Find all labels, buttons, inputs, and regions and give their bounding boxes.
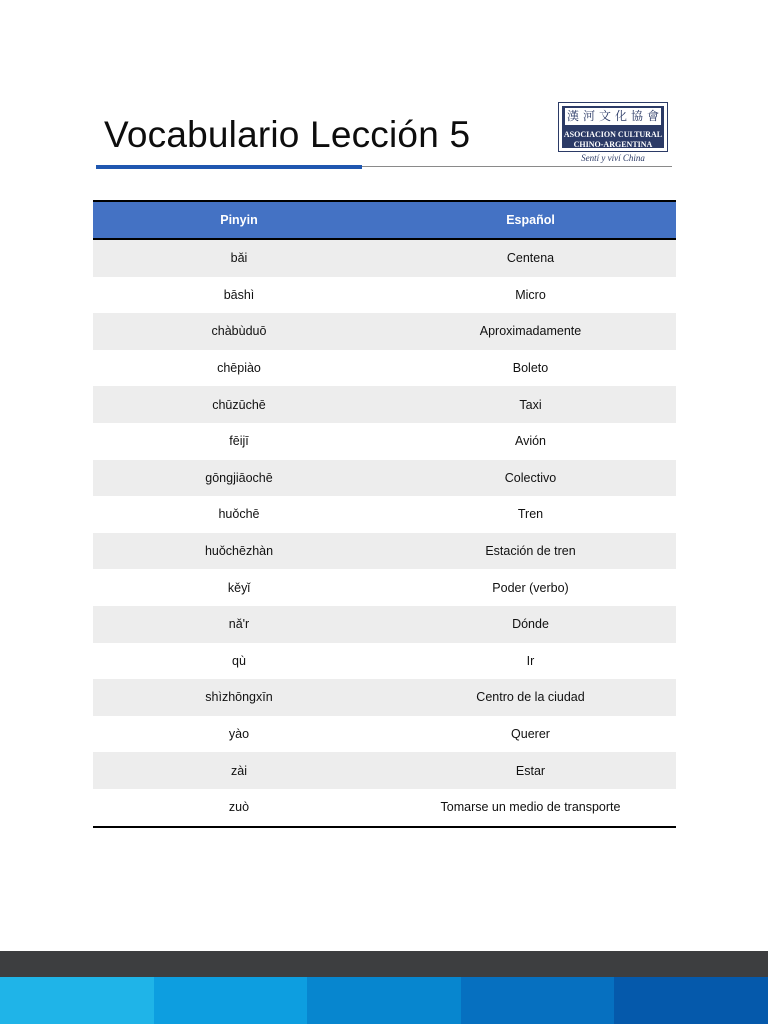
pinyin-cell: chàbùduō	[211, 324, 267, 339]
espanol-cell: Querer	[511, 727, 550, 742]
espanol-cell: Ir	[526, 653, 535, 668]
pinyin-cell: zuò	[93, 789, 385, 827]
espanol-cell: Estación de tren	[485, 544, 576, 559]
header-pinyin: Pinyin	[93, 201, 385, 239]
association-logo	[558, 102, 670, 164]
espanol-cell: Estar	[515, 763, 546, 778]
table-row	[93, 496, 676, 533]
logo-chinese-characters	[565, 108, 661, 128]
pinyin-cell: bāshì	[223, 287, 255, 302]
pinyin-cell: qù	[232, 653, 246, 668]
pinyin-cell: zài	[231, 763, 247, 778]
vocabulary-table-body	[93, 239, 676, 827]
espanol-cell: Dónde	[512, 617, 549, 632]
table-row	[93, 789, 676, 827]
logo-character: 協	[630, 109, 643, 123]
espanol-cell: Avión	[514, 434, 547, 449]
pinyin-cell: chēpiào	[217, 361, 261, 376]
table-row	[93, 386, 676, 423]
table-row	[93, 716, 676, 753]
espanol-cell: Colectivo	[504, 470, 557, 485]
table-row	[93, 460, 676, 497]
pinyin-cell: chūzūchē	[212, 397, 266, 412]
table-row	[93, 313, 676, 350]
table-row	[93, 423, 676, 460]
table-row	[93, 606, 676, 643]
footer-band-segment	[461, 977, 615, 1024]
table-row	[93, 239, 676, 277]
logo-emblem	[558, 102, 668, 152]
pinyin-cell: huǒchēzhàn	[204, 544, 274, 559]
footer-band-segment	[0, 977, 154, 1024]
footer-band-segment	[154, 977, 308, 1024]
espanol-cell: Taxi	[519, 397, 542, 412]
pinyin-cell: kěyǐ	[227, 580, 251, 595]
header-espanol: Español	[385, 201, 676, 239]
pinyin-cell: gōngjiāochē	[205, 470, 273, 485]
logo-character: 會	[646, 109, 659, 123]
footer-dark-bar	[0, 951, 768, 977]
table-row	[93, 533, 676, 570]
footer-band-segment	[307, 977, 461, 1024]
logo-text-line-1: ASOCIACION CULTURAL	[563, 130, 663, 139]
pinyin-cell: nǎ'r	[228, 617, 250, 632]
espanol-cell: Tomarse un medio de transporte	[385, 789, 676, 827]
vocabulary-table	[93, 200, 676, 828]
espanol-cell: Poder (verbo)	[492, 580, 569, 595]
espanol-cell: Micro	[515, 287, 546, 302]
footer-color-band	[0, 977, 768, 1024]
pinyin-cell: bǎi	[230, 251, 248, 266]
espanol-cell: Aproximadamente	[479, 324, 582, 339]
table-row	[93, 752, 676, 789]
page-title: Vocabulario Lección 5	[104, 114, 471, 155]
logo-character: 河	[582, 109, 595, 123]
table-row	[93, 350, 676, 387]
logo-character: 化	[614, 109, 627, 123]
footer-band-segment	[614, 977, 768, 1024]
espanol-cell: Centena	[506, 251, 555, 266]
pinyin-cell: yào	[228, 727, 250, 742]
espanol-cell: Tren	[517, 507, 544, 522]
pinyin-cell: fēijī	[229, 434, 249, 449]
pinyin-cell: huǒchē	[218, 507, 260, 522]
espanol-cell: Centro de la ciudad	[476, 690, 585, 705]
table-row	[93, 569, 676, 606]
table-row	[93, 679, 676, 716]
table-row	[93, 277, 676, 314]
logo-text-line-2: CHINO-ARGENTINA	[573, 140, 653, 149]
pinyin-cell: shìzhōngxīn	[205, 690, 273, 705]
espanol-cell: Boleto	[512, 361, 549, 376]
logo-character: 漢	[566, 109, 579, 123]
title-accent-bar	[96, 165, 362, 169]
logo-slogan: Sentí y viví China	[581, 153, 645, 163]
table-row	[93, 643, 676, 680]
logo-character: 文	[598, 109, 611, 123]
table-header-row	[93, 201, 676, 239]
